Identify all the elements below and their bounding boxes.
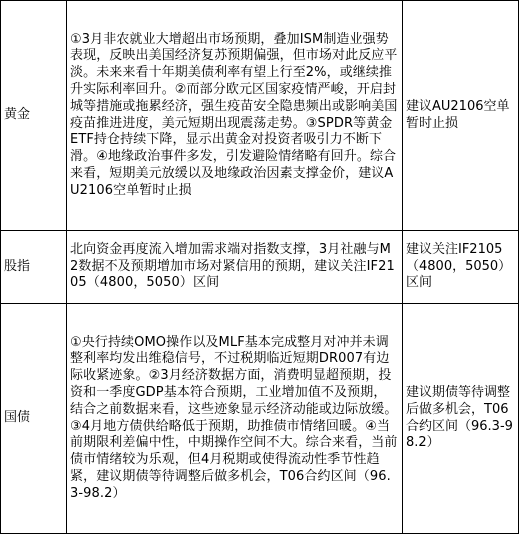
table-row-gold	[1, 1, 519, 231]
analysis-cell-stock-index: 北向资金再度流入增加需求端对指数支撑，3月社融与M2数据不及预期增加市场对紧信用的预期，建议关注IF2105（4800，5050）区间	[67, 231, 403, 304]
category-cell-treasury-bond: 国债	[1, 304, 67, 534]
category-cell-stock-index: 股指	[1, 231, 67, 304]
analysis-cell-treasury-bond: ①央行持续OMO操作以及MLF基本完成整月对冲并未调整利率均发出维稳信号，不过税期临近短期DR007有边际收紧迹象。②3月经济数据方面，消费明显超预期，投资和一季度GDP基本符合预期，工业增加值不及预期，结合之前数据来看，这些迹象显示经济动能或边际放缓。③4月地方债供给略低于预期，助推债市情绪回暖。④当前期限利差偏中性，中期操作空间不大。综合来看，当前债市情绪较为乐观，但4月税期或使得流动性季节性趋紧，建议期债等待调整后做多机会，T06合约区间（96.3-98.2）	[67, 304, 403, 534]
category-cell-gold: 黄金	[1, 1, 67, 231]
advice-cell-gold: 建议AU2106空单暂时止损	[403, 1, 519, 231]
table-row-treasury-bond	[1, 304, 519, 534]
advice-cell-stock-index: 建议关注IF2105 （4800，5050）区间	[403, 231, 519, 304]
advice-cell-treasury-bond: 建议期债等待调整后做多机会，T06合约区间（96.3-98.2）	[403, 304, 519, 534]
table-row-stock-index	[1, 231, 519, 304]
analysis-cell-gold: ①3月非农就业大增超出市场预期，叠加ISM制造业强势表现，反映出美国经济复苏预期偏强，但市场对此反应平淡。未来来看十年期美债利率有望上行至2%，或继续推升实际利率回升。②而部分欧元区国家疫情严峻，开启封城等措施或拖累经济，强生疫苗安全隐患频出或影响美国疫苗推进进度，美元短期出现震荡走势。③SPDR等黄金ETF持仓持续下降，显示出黄金对投资者吸引力不断下滑。④地缘政治事件多发，引发避险情绪略有回升。综合来看，短期美元放缓以及地缘政治因素支撑金价，建议AU2106空单暂时止损	[67, 1, 403, 231]
